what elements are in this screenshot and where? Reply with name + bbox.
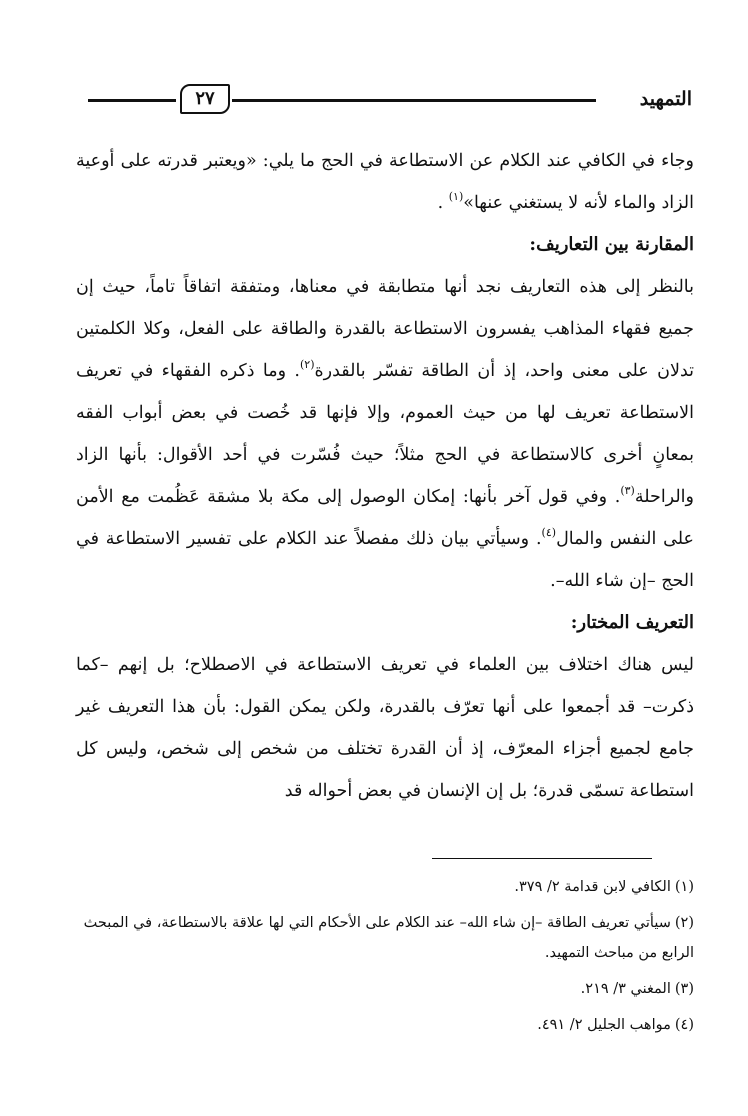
footnotes [76,872,694,1046]
footnote-number: (٣) [674,981,694,997]
paragraph-1-end: . [437,193,444,213]
paragraph-2-text-b: . وما ذكره الفقهاء في تعريف الاستطاعة تعريف لها من حيث العموم، وإلا فإنها قد خُصت في بعض أبواب الفقه بمعانٍ أخرى كالاستطاعة في الحج مثلاً؛ حيث فُسّرت في أحد الأقوال: بأنها الزاد والراحلة [76,361,694,507]
footnote-4 [76,1010,694,1040]
paragraph-2-text-d: . وسيأتي بيان ذلك مفصلاً عند الكلام على تفسير الاستطاعة في الحج –إن شاء الله–. [76,529,694,591]
footnote-ref-2[interactable]: (٢) [299,358,315,371]
footnote-2 [76,908,694,968]
footnote-number: (٢) [674,915,694,931]
page-number: ٢٧ [195,88,215,109]
main-text [76,140,694,812]
header-rule-left [88,99,176,102]
footnote-1 [76,872,694,902]
paragraph-1-text: وجاء في الكافي عند الكلام عن الاستطاعة في الحج ما يلي: «ويعتبر قدرته على أوعية الزاد والماء لأنه لا يستغني عنها» [76,151,694,213]
paragraph-1 [76,140,694,224]
footnote-text: مواهب الجليل ٢/ ٤٩١. [537,1017,671,1033]
footnote-number: (١) [674,879,694,895]
footnote-ref-1[interactable]: (١) [448,190,464,203]
footnote-text: الكافي لابن قدامة ٢/ ٣٧٩. [514,879,671,895]
paragraph-2 [76,266,694,602]
page-header [80,84,692,116]
footnote-text: المغني ٣/ ٢١٩. [580,981,671,997]
paragraph-2-text-a: بالنظر إلى هذه التعاريف نجد أنها متطابقة في معناها، ومتفقة اتفاقاً تاماً، حيث إن جميع فقهاء المذاهب يفسرون الاستطاعة بالقدرة والطاقة على الفعل، وكلا الكلمتين تدلان على معنى واحد، إذ أن الطاقة تفسّر بالقدرة [76,277,694,381]
footnote-separator [432,858,652,859]
section-heading-comparison: المقارنة بين التعاريف: [529,234,694,255]
footnote-number: (٤) [674,1017,694,1033]
footnote-3 [76,974,694,1004]
footnote-ref-3[interactable]: (٣) [620,484,635,497]
footnote-ref-4[interactable]: (٤) [541,526,557,539]
section-heading-chosen-definition: التعريف المختار: [570,612,694,633]
footnote-text: سيأتي تعريف الطاقة –إن شاء الله– عند الكلام على الأحكام التي لها علاقة بالاستطاعة، في المبحث الرابع من مباحث التمهيد. [83,915,694,961]
header-rule-right [232,99,596,102]
paragraph-3: ليس هناك اختلاف بين العلماء في تعريف الاستطاعة في الاصطلاح؛ بل إنهم –كما ذكرت– قد أجمعوا على أنها تعرّف بالقدرة، ولكن يمكن القول: بأن هذا التعريف غير جامع لجميع أجزاء المعرّف، إذ أن القدرة تختلف من شخص إلى شخص، وليس كل استطاعة تسمّى قدرة؛ بل إن الإنسان في بعض أحواله قد [76,655,694,801]
paragraph-2-text-c: . وفي قول آخر بأنها: إمكان الوصول إلى مكة بلا مشقة عَظُمت مع الأمن على النفس والمال [76,487,695,549]
running-title: التمهيد [639,88,692,110]
page-number-badge [180,84,230,114]
